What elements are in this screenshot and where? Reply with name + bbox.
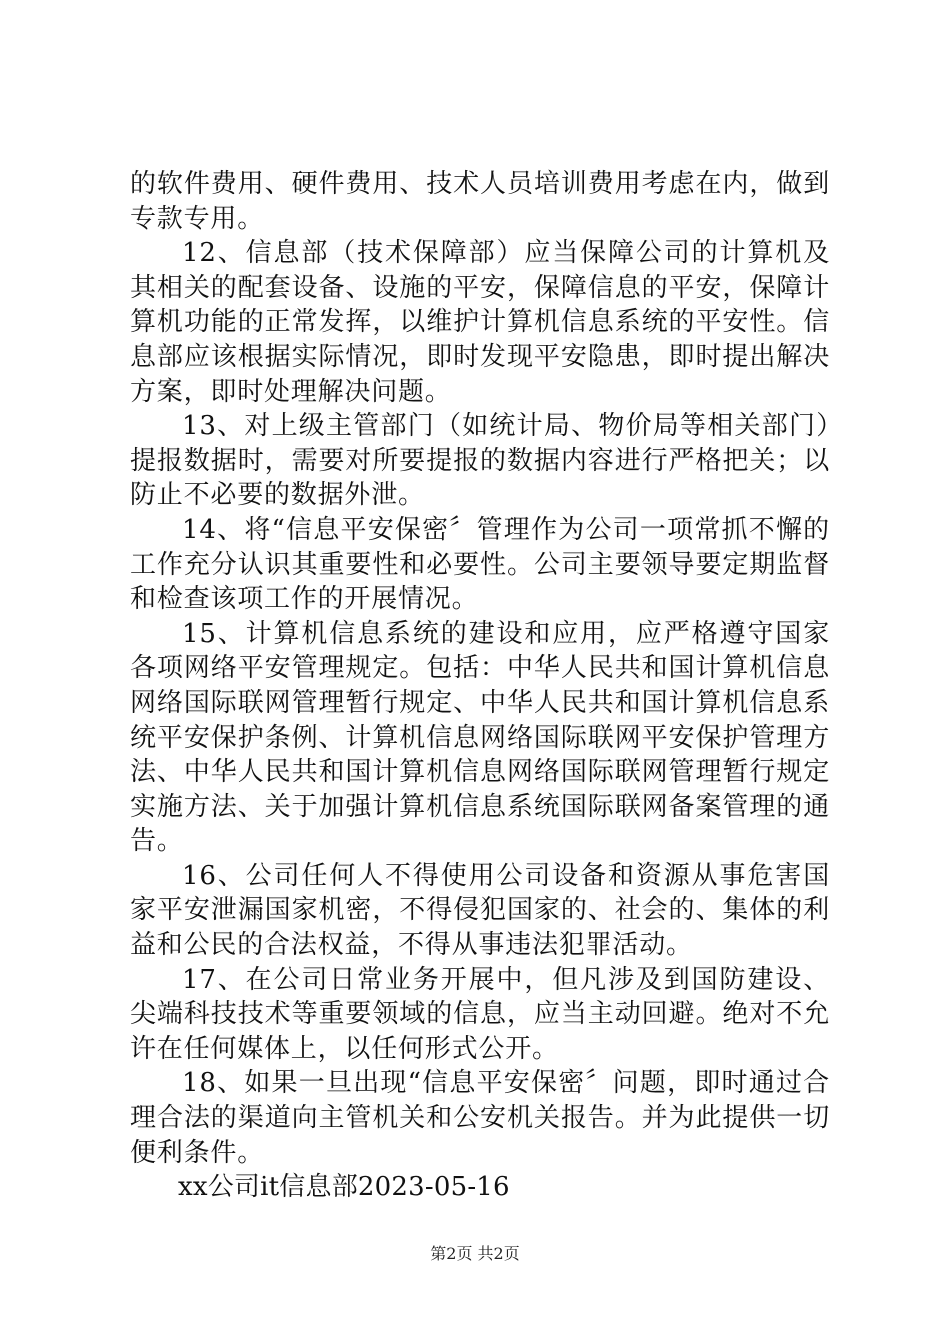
page-number-footer: 第2页 共2页 [430, 1244, 520, 1263]
signature-line: xx公司it信息部2023-05-16 [178, 1172, 510, 1203]
paragraph-item-13: 13、对上级主管部门（如统计局、物价局等相关部门）提报数据时，需要对所要提报的数据内容进行严格把关；以防止不必要的数据外泄。 [130, 411, 830, 511]
document-body [130, 167, 830, 1205]
paragraph-item-14: 14、将“信息平安保密〞管理作为公司一项常抓不懈的工作充分认识其重要性和必要性。公司主要领导要定期监督和检查该项工作的开展情况。 [130, 514, 830, 615]
paragraph-item-15: 15、计算机信息系统的建设和应用，应严格遵守国家各项网络平安管理规定。包括：中华人民共和国计算机信息网络国际联网管理暂行规定、中华人民共和国计算机信息系统平安保护条例、计算机信息网络国际联网平安保护管理方法、中华人民共和国计算机信息网络国际联网管理暂行规定实施方法、关于加强计算机信息系统国际联网备案管理的通告。 [130, 618, 830, 857]
paragraph-item-18: 18、如果一旦出现“信息平安保密〞问题，即时通过合理合法的渠道向主管机关和公安机关报告。并为此提供一切便利条件。 [130, 1068, 830, 1168]
paragraph-item-12: 12、信息部（技术保障部）应当保障公司的计算机及其相关的配套设备、设施的平安，保障信息的平安，保障计算机功能的正常发挥，以维护计算机信息系统的平安性。信息部应该根据实际情况，即时发现平安隐患，即时提出解决方案，即时处理解决问题。 [130, 238, 830, 407]
paragraph-item-16: 16、公司任何人不得使用公司设备和资源从事危害国家平安泄漏国家机密，不得侵犯国家的、社会的、集体的利益和公民的合法权益，不得从事违法犯罪活动。 [130, 860, 830, 961]
paragraph-item-17: 17、在公司日常业务开展中，但凡涉及到国防建设、尖端科技技术等重要领域的信息，应当主动回避。绝对不允许在任何媒体上，以任何形式公开。 [130, 964, 830, 1064]
paragraph-continuation: 的软件费用、硬件费用、技术人员培训费用考虑在内，做到专款专用。 [130, 169, 830, 234]
